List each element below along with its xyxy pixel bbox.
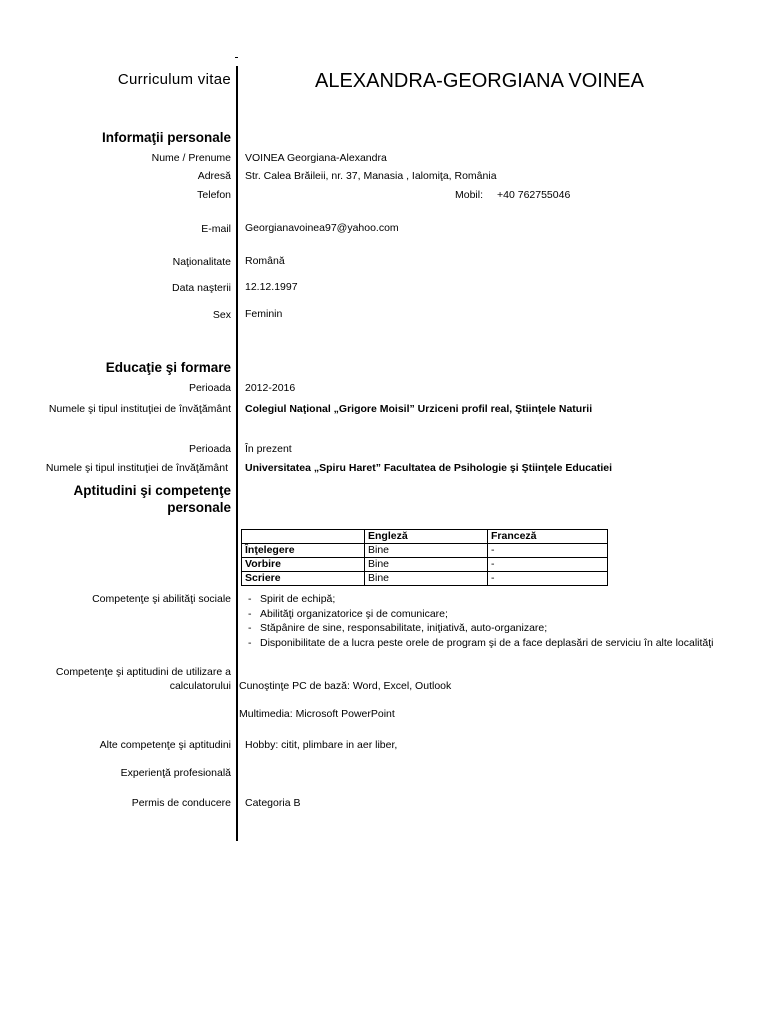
institution-value-1: Colegiul Naţional „Grigore Moisil” Urziceni profil real, Ştiinţele Naturii <box>245 403 593 415</box>
language-header-english: Engleză <box>365 530 488 544</box>
institution-label-2: Numele şi tipul instituţiei de învăţământ <box>45 462 228 474</box>
section-skills-title-line1: Aptitudini şi competenţe <box>73 483 231 498</box>
language-header-empty <box>242 530 365 544</box>
period-value-1: 2012-2016 <box>245 382 296 394</box>
address-value: Str. Calea Brăileii, nr. 37, Manasia , Ialomiţa, România <box>245 170 497 182</box>
other-value: Hobby: citit, plimbare in aer liber, <box>245 739 398 751</box>
list-item: - Disponibilitate de a lucra peste orele de program şi de a face deplasări de serviciu în alte localităţi <box>248 636 714 649</box>
language-skill-french: - <box>488 558 608 572</box>
birth-value: 12.12.1997 <box>245 281 298 293</box>
social-skill-text: Stăpânire de sine, responsabilitate, iniţiativă, auto-organizare; <box>260 622 548 634</box>
social-skill-text: Abilităţi organizatorice şi de comunicare; <box>260 607 448 620</box>
experience-label: Experienţă profesională <box>120 767 231 779</box>
name-value: VOINEA Georgiana-Alexandra <box>245 152 387 164</box>
address-label: Adresă <box>197 170 231 182</box>
vertical-divider <box>236 66 238 841</box>
name-label: Nume / Prenume <box>151 152 231 164</box>
language-skill-name: Înţelegere <box>242 544 365 558</box>
language-skill-english: Bine <box>365 572 488 586</box>
period-label-2: Perioada <box>188 443 231 455</box>
sex-value: Feminin <box>245 308 283 320</box>
institution-value-2: Universitatea „Spiru Haret” Facultatea de Psihologie şi Ştiinţele Educatiei <box>245 462 613 474</box>
list-item: - Spirit de echipă; <box>248 593 336 605</box>
language-skill-french: - <box>488 572 608 586</box>
nationality-label: Naţionalitate <box>172 256 231 268</box>
cv-title: Curriculum vitae <box>117 71 231 88</box>
section-skills-title-line2: personale <box>167 500 231 515</box>
social-skill-text: Disponibilitate de a lucra peste orele de program şi de a face deplasări de serviciu în alte localităţi <box>260 636 714 649</box>
social-skill-text: Spirit de echipă; <box>260 593 336 605</box>
computer-label-line2: calculatorului <box>169 680 231 692</box>
period-value-2: În prezent <box>245 443 292 455</box>
top-mark <box>235 57 238 58</box>
other-label: Alte competenţe şi aptitudini <box>99 739 231 751</box>
period-label-1: Perioada <box>188 382 231 394</box>
social-label: Competenţe şi abilităţi sociale <box>92 593 231 605</box>
list-item: - Abilităţi organizatorice şi de comunicare; <box>248 607 448 620</box>
email-label: E-mail <box>201 223 231 235</box>
nationality-value: Română <box>245 255 285 267</box>
multimedia-value: Multimedia: Microsoft PowerPoint <box>239 708 395 720</box>
language-skill-english: Bine <box>365 544 488 558</box>
sex-label: Sex <box>212 309 231 321</box>
tiny-mark <box>208 527 232 529</box>
language-table <box>241 529 608 586</box>
mobile-label: Mobil: <box>455 189 484 201</box>
table-row <box>242 572 608 586</box>
mobile-value: +40 762755046 <box>497 189 571 201</box>
computer-label-line1: Competenţe şi aptitudini de utilizare a <box>55 666 231 678</box>
language-skill-french: - <box>488 544 608 558</box>
language-skill-english: Bine <box>365 558 488 572</box>
institution-label-1: Numele şi tipul instituţiei de învăţământ <box>48 403 231 415</box>
license-value: Categoria B <box>245 797 301 809</box>
computer-value: Cunoştinţe PC de bază: Word, Excel, Outlook <box>239 680 452 692</box>
social-skills-list <box>248 592 714 650</box>
language-table-header <box>242 530 608 544</box>
full-name: ALEXANDRA-GEORGIANA VOINEA <box>315 70 644 92</box>
license-label: Permis de conducere <box>131 797 231 809</box>
section-personal-title: Informaţii personale <box>101 130 231 145</box>
table-row <box>242 558 608 572</box>
list-item: - Stăpânire de sine, responsabilitate, iniţiativă, auto-organizare; <box>248 622 548 634</box>
section-education-title: Educaţie şi formare <box>105 360 231 375</box>
language-skill-name: Vorbire <box>242 558 365 572</box>
email-value[interactable]: Georgianavoinea97@yahoo.com <box>245 222 399 234</box>
table-row <box>242 544 608 558</box>
birth-label: Data naşterii <box>172 282 231 294</box>
language-header-french: Franceză <box>488 530 608 544</box>
phone-label: Telefon <box>197 189 231 201</box>
language-skill-name: Scriere <box>242 572 365 586</box>
